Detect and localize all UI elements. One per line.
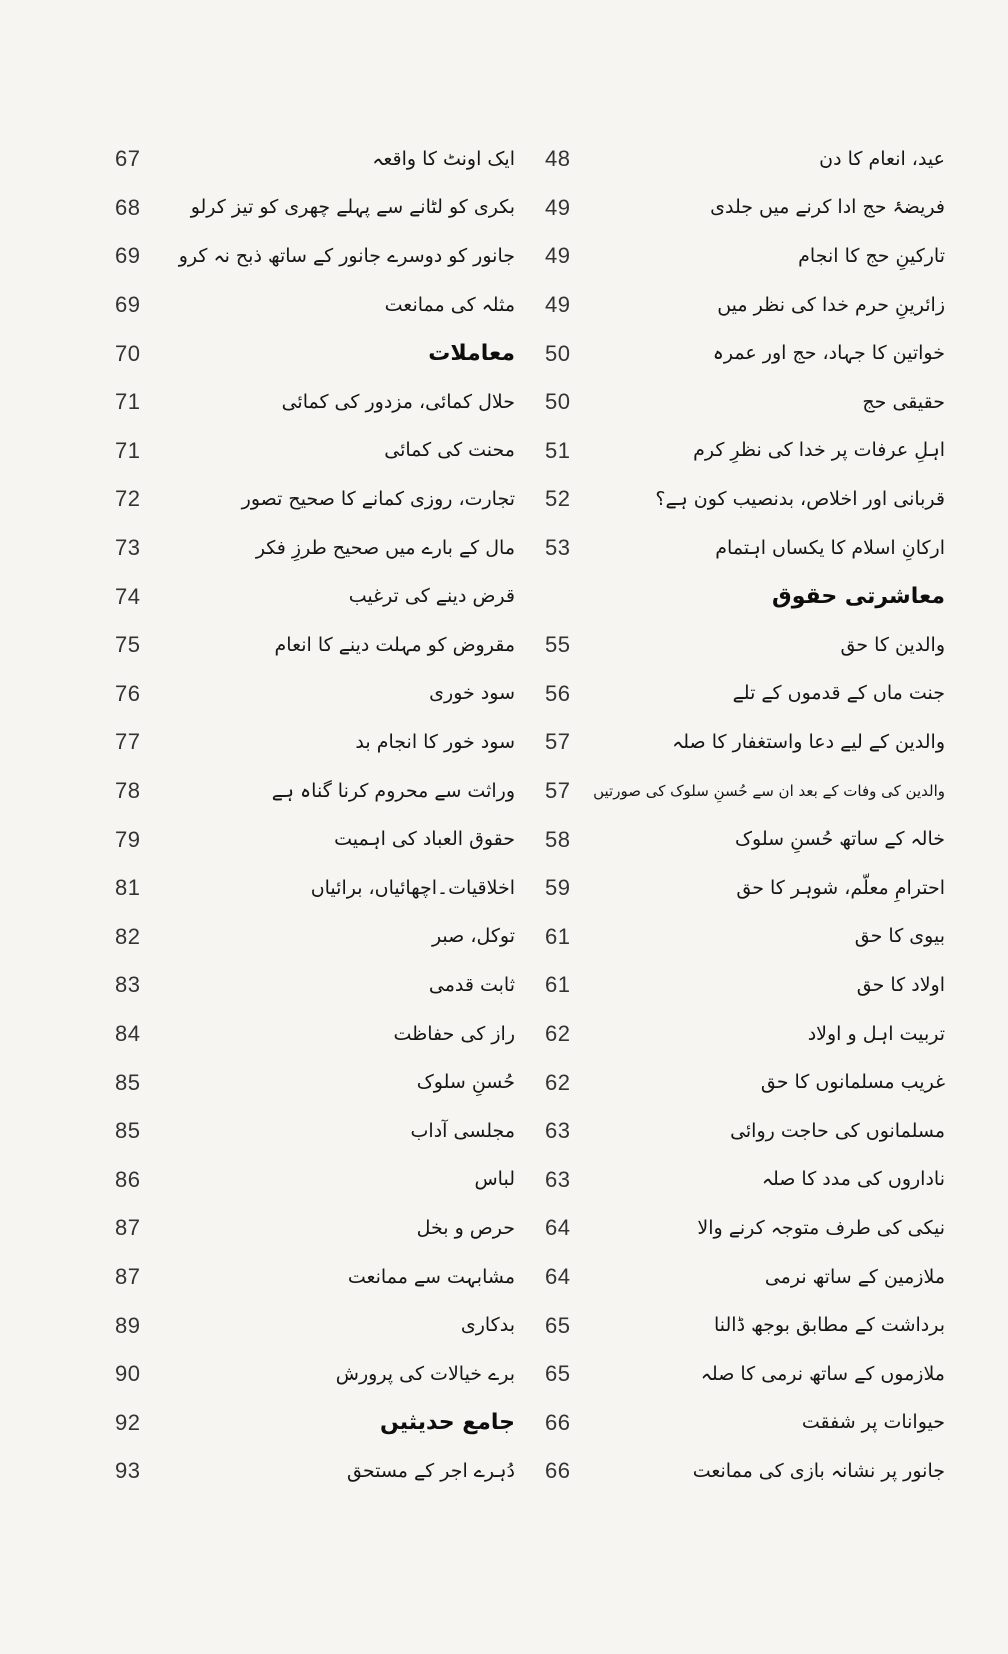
toc-entry bbox=[545, 621, 945, 670]
toc-entry-title: خواتین کا جہاد، حج اور عمرہ bbox=[712, 342, 945, 365]
toc-page-number: 64 bbox=[545, 1263, 571, 1289]
toc-entry bbox=[545, 767, 945, 816]
toc-page-number: 68 bbox=[115, 194, 141, 220]
toc-column-left bbox=[115, 135, 515, 1496]
toc-entry-title: بدکاری bbox=[460, 1314, 515, 1337]
toc-entry-title: تارکینِ حج کا انجام bbox=[798, 245, 945, 268]
toc-page-number: 67 bbox=[115, 146, 141, 172]
toc-page-number: 70 bbox=[115, 340, 141, 366]
toc-section-heading-row bbox=[115, 329, 515, 378]
toc-section-heading: معاشرتی حقوق bbox=[772, 583, 945, 609]
toc-entry bbox=[545, 1398, 945, 1447]
toc-page-number: 79 bbox=[115, 826, 141, 852]
toc-entry-title: توکل، صبر bbox=[431, 925, 515, 948]
toc-page-number: 49 bbox=[545, 292, 571, 318]
toc-section-heading-row bbox=[545, 572, 945, 621]
toc-page-number: 89 bbox=[115, 1312, 141, 1338]
toc-entry-title: ملازمین کے ساتھ نرمی bbox=[764, 1265, 945, 1288]
toc-entry-title: والدین کا حق bbox=[840, 633, 945, 656]
toc-entry bbox=[545, 1350, 945, 1399]
toc-page-number: 63 bbox=[545, 1166, 571, 1192]
toc-entry bbox=[115, 281, 515, 330]
toc-entry-title: ملازموں کے ساتھ نرمی کا صلہ bbox=[700, 1362, 945, 1385]
toc-entry bbox=[545, 1253, 945, 1302]
toc-page-number: 59 bbox=[545, 875, 571, 901]
toc-entry-title: مثلہ کی ممانعت bbox=[384, 293, 515, 316]
toc-entry bbox=[545, 1058, 945, 1107]
toc-entry bbox=[545, 864, 945, 913]
toc-entry-title: ثابت قدمی bbox=[428, 973, 515, 996]
toc-entry-title: حقیقی حج bbox=[862, 390, 945, 413]
toc-entry-title: حیوانات پر شفقت bbox=[801, 1411, 945, 1434]
toc-entry bbox=[115, 427, 515, 476]
toc-page-number: 87 bbox=[115, 1215, 141, 1241]
toc-page-number: 56 bbox=[545, 680, 571, 706]
toc-page-number: 50 bbox=[545, 340, 571, 366]
toc-entry bbox=[115, 767, 515, 816]
toc-page-number: 62 bbox=[545, 1020, 571, 1046]
toc-entry bbox=[115, 815, 515, 864]
toc-entry bbox=[115, 1107, 515, 1156]
toc-page-number: 65 bbox=[545, 1312, 571, 1338]
toc-entry-title: مال کے بارے میں صحیح طرزِ فکر bbox=[255, 536, 515, 559]
toc-entry bbox=[545, 913, 945, 962]
toc-entry bbox=[545, 427, 945, 476]
toc-entry bbox=[545, 1107, 945, 1156]
toc-entry bbox=[545, 524, 945, 573]
toc-page-number: 75 bbox=[115, 632, 141, 658]
toc-entry-title: حُسنِ سلوک bbox=[416, 1071, 515, 1094]
toc-section-heading: معاملات bbox=[428, 340, 515, 366]
toc-entry-title: بکری کو لٹانے سے پہلے چھری کو تیز کرلو bbox=[190, 196, 515, 219]
toc-entry bbox=[115, 621, 515, 670]
toc-page-number: 73 bbox=[115, 535, 141, 561]
toc-entry-title: قربانی اور اخلاص، بدنصیب کون ہے؟ bbox=[655, 488, 945, 510]
toc-page-number: 49 bbox=[545, 243, 571, 269]
toc-page-number: 49 bbox=[545, 194, 571, 220]
toc-entry bbox=[115, 184, 515, 233]
toc-entry bbox=[545, 670, 945, 719]
toc-entry-title: ارکانِ اسلام کا یکساں اہتمام bbox=[715, 536, 945, 559]
toc-entry bbox=[545, 378, 945, 427]
toc-page-number: 85 bbox=[115, 1069, 141, 1095]
toc-page-number: 85 bbox=[115, 1118, 141, 1144]
toc-entry bbox=[115, 135, 515, 184]
toc-page-number: 86 bbox=[115, 1166, 141, 1192]
toc-page-number: 71 bbox=[115, 437, 141, 463]
toc-page-number: 87 bbox=[115, 1263, 141, 1289]
toc-page-number: 61 bbox=[545, 923, 571, 949]
toc-entry bbox=[545, 718, 945, 767]
toc-page-number: 57 bbox=[545, 778, 571, 804]
toc-entry-title: اولاد کا حق bbox=[856, 973, 945, 996]
toc-entry-title: زائرینِ حرم خدا کی نظر میں bbox=[717, 293, 945, 316]
toc-entry-title: خالہ کے ساتھ حُسنِ سلوک bbox=[735, 828, 945, 851]
toc-page-number: 82 bbox=[115, 923, 141, 949]
toc-page-number: 50 bbox=[545, 389, 571, 415]
toc-entry bbox=[545, 281, 945, 330]
toc-entry bbox=[545, 475, 945, 524]
toc-entry bbox=[545, 135, 945, 184]
toc-entry-title: جانور کو دوسرے جانور کے ساتھ ذبح نہ کرو bbox=[178, 245, 515, 268]
toc-entry-title: سود خوری bbox=[429, 682, 515, 705]
toc-entry bbox=[545, 184, 945, 233]
toc-entry-title: والدین کی وفات کے بعد ان سے حُسنِ سلوک کی صورتیں bbox=[593, 781, 945, 800]
toc-page-number: 83 bbox=[115, 972, 141, 998]
toc-entry-title: احترامِ معلّم، شوہر کا حق bbox=[736, 876, 945, 899]
toc-entry bbox=[115, 1204, 515, 1253]
toc-entry-title: حقوق العباد کی اہمیت bbox=[334, 828, 515, 851]
toc-page-number: 64 bbox=[545, 1215, 571, 1241]
toc-page-number: 84 bbox=[115, 1020, 141, 1046]
toc-page-number: 81 bbox=[115, 875, 141, 901]
toc-entry bbox=[115, 572, 515, 621]
toc-entry-title: سود خور کا انجام بد bbox=[355, 730, 515, 753]
toc-entry-title: فریضۂ حج ادا کرنے میں جلدی bbox=[710, 196, 945, 219]
toc-column-right bbox=[545, 135, 945, 1496]
toc-entry bbox=[115, 1253, 515, 1302]
toc-entry bbox=[115, 1058, 515, 1107]
toc-entry bbox=[545, 232, 945, 281]
toc-entry bbox=[115, 1010, 515, 1059]
toc-entry-title: اہلِ عرفات پر خدا کی نظرِ کرم bbox=[693, 439, 945, 462]
toc-page-number: 55 bbox=[545, 632, 571, 658]
toc-entry bbox=[115, 1350, 515, 1399]
toc-page-number: 61 bbox=[545, 972, 571, 998]
toc-entry bbox=[115, 1155, 515, 1204]
toc-entry bbox=[115, 1447, 515, 1496]
toc-entry bbox=[115, 378, 515, 427]
toc-page-number: 57 bbox=[545, 729, 571, 755]
toc-page-number: 93 bbox=[115, 1458, 141, 1484]
toc-entry-title: ایک اونٹ کا واقعہ bbox=[372, 147, 515, 170]
toc-entry-title: وراثت سے محروم کرنا گناہ ہے bbox=[271, 779, 515, 802]
toc-entry bbox=[545, 815, 945, 864]
toc-entry bbox=[545, 1204, 945, 1253]
toc-entry-title: مشابہت سے ممانعت bbox=[347, 1265, 515, 1288]
toc-page-number: 74 bbox=[115, 583, 141, 609]
toc-entry bbox=[545, 329, 945, 378]
toc-entry-title: لباس bbox=[474, 1168, 515, 1191]
toc-entry-title: عید، انعام کا دن bbox=[819, 147, 945, 170]
toc-page-number: 69 bbox=[115, 292, 141, 318]
toc-entry bbox=[115, 718, 515, 767]
toc-entry-title: حرص و بخل bbox=[416, 1216, 515, 1239]
toc-entry-title: تجارت، روزی کمانے کا صحیح تصور bbox=[241, 488, 515, 510]
toc-page-number: 72 bbox=[115, 486, 141, 512]
toc-entry bbox=[115, 670, 515, 719]
toc-entry bbox=[115, 475, 515, 524]
toc-entry bbox=[115, 232, 515, 281]
toc-entry-title: محنت کی کمائی bbox=[384, 439, 515, 462]
toc-entry-title: دُہرے اجر کے مستحق bbox=[347, 1459, 515, 1482]
toc-page-number: 76 bbox=[115, 680, 141, 706]
toc-page-number: 92 bbox=[115, 1409, 141, 1435]
toc-page-number: 71 bbox=[115, 389, 141, 415]
toc-entry bbox=[115, 524, 515, 573]
toc-page-number: 66 bbox=[545, 1409, 571, 1435]
toc-page-number: 78 bbox=[115, 778, 141, 804]
toc-section-heading-row bbox=[115, 1398, 515, 1447]
toc-entry-title: ناداروں کی مدد کا صلہ bbox=[761, 1168, 945, 1191]
toc-entry-title: حلال کمائی، مزدور کی کمائی bbox=[281, 390, 515, 413]
toc-entry-title: تربیت اہل و اولاد bbox=[807, 1022, 945, 1045]
toc-entry-title: جانور پر نشانہ بازی کی ممانعت bbox=[692, 1459, 945, 1482]
toc-entry bbox=[545, 1010, 945, 1059]
toc-page-number: 66 bbox=[545, 1458, 571, 1484]
toc-page-number: 63 bbox=[545, 1118, 571, 1144]
toc-entry-title: قرض دینے کی ترغیب bbox=[348, 585, 515, 608]
toc-page-number: 69 bbox=[115, 243, 141, 269]
toc-page-number: 52 bbox=[545, 486, 571, 512]
toc-entry-title: مقروض کو مہلت دینے کا انعام bbox=[274, 633, 515, 656]
toc-page-number: 53 bbox=[545, 535, 571, 561]
toc-entry bbox=[115, 913, 515, 962]
toc-entry-title: جنت ماں کے قدموں کے تلے bbox=[732, 682, 945, 705]
toc-page-number: 58 bbox=[545, 826, 571, 852]
toc-entry-title: نیکی کی طرف متوجہ کرنے والا bbox=[697, 1216, 945, 1239]
toc-entry-title: اخلاقیات۔اچھائیاں، برائیاں bbox=[310, 876, 515, 899]
toc-page-number: 77 bbox=[115, 729, 141, 755]
toc-entry bbox=[545, 1447, 945, 1496]
toc-page-number: 90 bbox=[115, 1361, 141, 1387]
toc-entry bbox=[545, 1301, 945, 1350]
toc-page-number: 51 bbox=[545, 437, 571, 463]
toc-section-heading: جامع حدیثیں bbox=[379, 1409, 515, 1435]
toc-page-number: 62 bbox=[545, 1069, 571, 1095]
toc-entry bbox=[115, 961, 515, 1010]
toc-entry bbox=[545, 961, 945, 1010]
toc-entry-title: برے خیالات کی پرورش bbox=[335, 1362, 515, 1385]
toc-entry bbox=[115, 1301, 515, 1350]
toc-entry bbox=[545, 1155, 945, 1204]
toc-entry-title: بیوی کا حق bbox=[854, 925, 945, 948]
toc-page-number: 48 bbox=[545, 146, 571, 172]
toc-entry-title: غریب مسلمانوں کا حق bbox=[760, 1071, 945, 1094]
toc-page-number: 65 bbox=[545, 1361, 571, 1387]
toc-entry-title: راز کی حفاظت bbox=[393, 1022, 515, 1045]
toc-entry bbox=[115, 864, 515, 913]
toc-entry-title: والدین کے لیے دعا واستغفار کا صلہ bbox=[672, 730, 945, 753]
toc-entry-title: مسلمانوں کی حاجت روائی bbox=[730, 1119, 945, 1142]
toc-entry-title: مجلسی آداب bbox=[410, 1119, 515, 1142]
toc-entry-title: برداشت کے مطابق بوجھ ڈالنا bbox=[713, 1314, 945, 1337]
